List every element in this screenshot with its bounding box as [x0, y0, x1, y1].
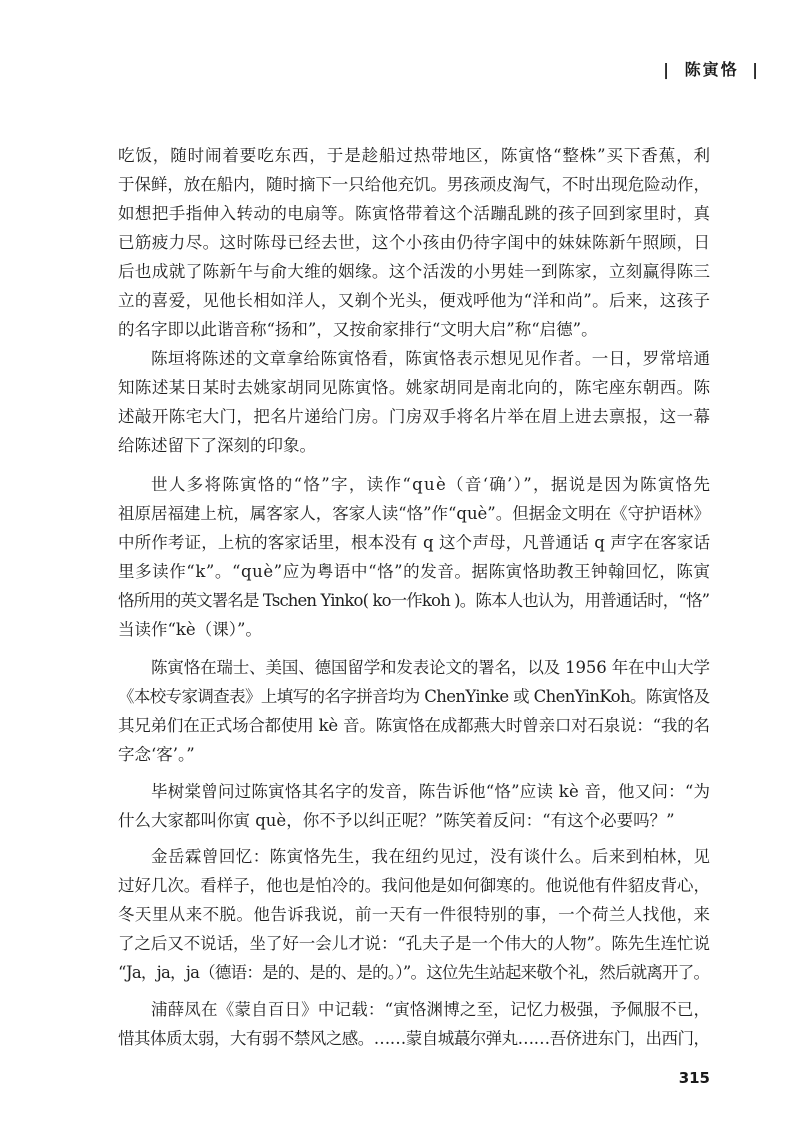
text-line: 后也成就了陈新午与俞大维的姻缘。这个活泼的小男娃一到陈家，立刻赢得陈三 [118, 262, 711, 281]
text-line: 如想把手指伸入转动的电扇等。陈寅恪带着这个活蹦乱跳的孩子回到家里时，真 [118, 204, 711, 223]
text-line: 当读作“kè（课）”。 [118, 620, 262, 639]
paragraph [118, 470, 710, 644]
text-line: 毕树棠曾问过陈寅恪其名字的发音，陈告诉他“恪”应读 kè 音，他又问：“为 [151, 782, 711, 801]
text-line: 金岳霖曾回忆：陈寅恪先生，我在纽约见过，没有谈什么。后来到柏林，见 [151, 847, 711, 866]
text-line: 什么大家都叫你寅 què，你不予以纠正呢？”陈笑着反问：“有这个必要吗？” [118, 811, 675, 830]
text-line: 中所作考证，上杭的客家话里，根本没有 q 这个声母，凡普通话 q 声字在客家话 [118, 533, 711, 552]
page-number: 315 [678, 1069, 710, 1087]
text-line: 其兄弟们在正式场合都使用 kè 音。陈寅恪在成都燕大时曾亲口对石泉说：“我的名 [118, 716, 710, 735]
body-text [118, 141, 710, 1053]
text-line: 陈垣将陈述的文章拿给陈寅恪看，陈寅恪表示想见见作者。一日，罗常培通 [151, 349, 711, 368]
text-line: 祖原居福建上杭，属客家人，客家人读“恪”作“què”。但据金文明在《守护语林》 [118, 504, 710, 523]
text-line: 《本校专家调查表》上填写的名字拼音均为 ChenYinke 或 ChenYinKoh。陈寅恪及 [118, 687, 710, 706]
text-line: 知陈述某日某时去姚家胡同见陈寅恪。姚家胡同是南北向的，陈宅座东朝西。陈 [118, 378, 711, 397]
text-line: 已筋疲力尽。这时陈母已经去世，这个小孩由仍待字闺中的妹妹陈新午照顾，日 [118, 233, 711, 252]
text-line: 了之后又不说话，坐了好一会儿才说：“孔夫子是一个伟大的人物”。陈先生连忙说 [118, 934, 710, 953]
text-line: 字念‘客’。” [118, 745, 195, 764]
text-line: “Ja，ja，ja（德语：是的、是的、是的。）”。这位先生站起来敬个礼，然后就离开了。 [118, 963, 710, 982]
paragraph [118, 653, 710, 769]
text-line: 吃饭，随时闹着要吃东西，于是趁船过热带地区，陈寅恪“整株”买下香蕉，利 [118, 146, 711, 165]
text-line: 恪所用的英文署名是 Tschen Yinko( ko一作koh )。陈本人也认为，用普通话时，“恪” [118, 591, 710, 610]
text-line: 世人多将陈寅恪的“恪”字，读作“què（音‘确’）”，据说是因为陈寅恪先 [151, 475, 712, 494]
paragraph [118, 777, 710, 835]
text-line: 于保鲜，放在船内，随时摘下一只给他充饥。男孩顽皮淘气，不时出现危险动作， [118, 175, 710, 194]
text-line: 惜其体质太弱，大有弱不禁风之感。……蒙自城蕞尔弹丸……吾侪进东门，出西门， [118, 1029, 710, 1048]
running-head: | 陈寅恪 | [663, 60, 760, 79]
text-line: 里多读作“k”。“què”应为粤语中“恪”的发音。据陈寅恪助教王钟翰回忆，陈寅 [118, 562, 711, 581]
paragraph [118, 995, 710, 1053]
text-line: 述敲开陈宅大门，把名片递给门房。门房双手将名片举在眉上进去禀报，这一幕 [118, 407, 711, 426]
text-line: 的名字即以此谐音称“扬和”，又按俞家排行“文明大启”称“启德”。 [118, 320, 598, 339]
text-line: 过好几次。看样子，他也是怕冷的。我问他是如何御寒的。他说他有件貂皮背心， [118, 876, 710, 895]
text-line: 立的喜爱，见他长相如洋人，又剃个光头，便戏呼他为“洋和尚”。后来，这孩子 [118, 291, 711, 310]
paragraph [118, 141, 710, 344]
text-line: 陈寅恪在瑞士、美国、德国留学和发表论文的署名，以及 1956 年在中山大学 [151, 658, 710, 677]
text-line: 冬天里从来不脱。他告诉我说，前一天有一件很特别的事，一个荷兰人找他，来 [118, 905, 711, 924]
text-line: 浦薛凤在《蒙自百日》中记载：“寅恪渊博之至，记忆力极强，予佩服不已， [151, 1000, 711, 1019]
text-line: 给陈述留下了深刻的印象。 [118, 436, 316, 455]
paragraph [118, 842, 710, 987]
paragraph [118, 344, 710, 460]
